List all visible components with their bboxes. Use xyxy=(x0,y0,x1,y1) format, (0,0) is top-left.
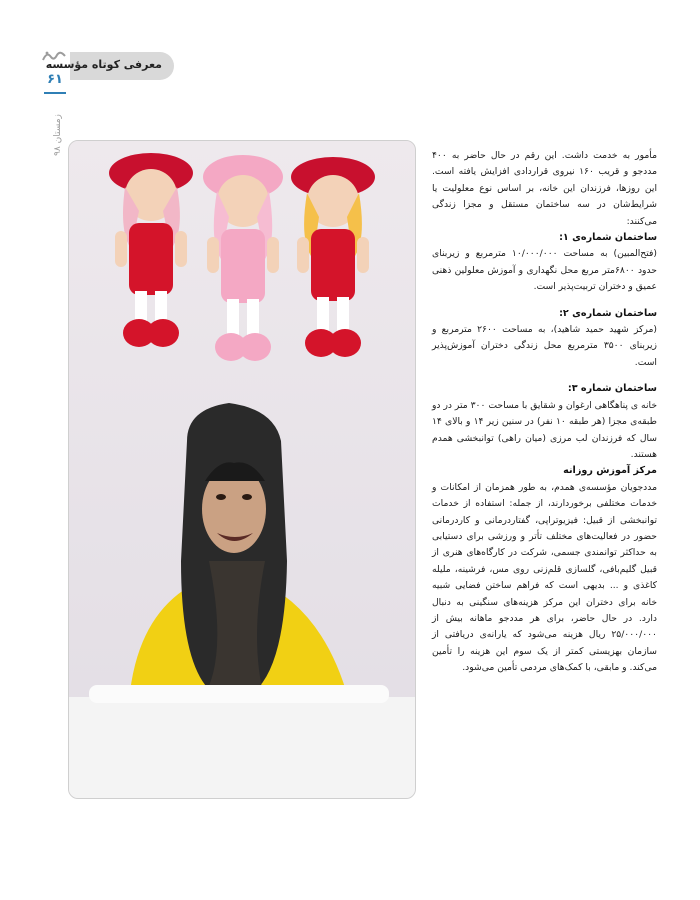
article-paragraph: (فتح‌المبین) به مساحت ۱۰/۰۰۰/۰۰۰ مترمربع و زیربنای حدود ۶۸۰۰متر مربع محل نگهداری و آموزش معلولین ذهنی عمیق و دختران تربیت‌پذیر است. xyxy=(432,248,657,293)
article-body xyxy=(432,148,657,677)
page-number: ۶۱ xyxy=(47,72,63,87)
article-paragraph: (مرکز شهید حمید شاهید)، به مساحت ۲۶۰۰ مترمربع و زیربنای ۳۵۰۰ مترمربع محل زندگی دختران آموزش‌پذیر است. xyxy=(432,324,657,368)
photo-girl-with-dolls-icon xyxy=(69,141,415,798)
building-2-heading: ساختمان شماره‌ی ۲: xyxy=(559,307,657,319)
section-title: معرفی کوتاه مؤسسه xyxy=(45,58,162,71)
hamdam-logo-icon xyxy=(41,48,67,62)
article-paragraph: خانه ی پناهگاهی ارغوان و شقایق با مساحت ۳۰۰ متر در دو طبقه‌ی مجزا (هر طبقه ۱۰ نفر) در سنین زیر ۱۴ و بالای ۱۴ سال که فرزندان لب مرزی (میان راهی) توانبخشی همدم هستند. xyxy=(432,399,657,460)
article-paragraph: مددجویان مؤسسه‌ی همدم، به طور همزمان از امکانات و خدمات مختلفی برخوردارند، از جمله: استفاده از خدمات توانبخشی از قبیل: فیزیوتراپی، گفتاردرمانی و کاردرمانی حضور در فعالیت‌های مختلف تأتر و ورزشی برای دستیابی به حداکثر توانمندی جسمی، شرکت در کارگاه‌های هنری از قبیل گلیم‌بافی، گلسازی قلم‌زنی روی مس، فرشینه، ملیله کاغذی و ... بدیهی است که فراهم ساختن فضایی شبیه خانه برای دختران این مرکز هزینه‌های سنگینی به دنبال دارد. در حال حاضر، برای هر مددجو ماهانه بیش از ۲۵/۰۰۰/۰۰۰ ریال هزینه می‌شود که یارانه‌ی دریافتی از سازمان بهزیستی کمتر از یک سوم این هزینه را تأمین می‌کند. و مابقی، با کمک‌های مردمی تأمین می‌شود. xyxy=(432,481,657,674)
building-3-heading: ساختمان شماره ۳: xyxy=(567,383,657,395)
issue-date-label: زمستان ۹۸ xyxy=(53,114,63,156)
building-1-heading: ساختمان شماره‌ی ۱: xyxy=(559,232,657,244)
page-number-rule xyxy=(44,92,66,94)
day-center-heading: مرکز آموزش روزانه xyxy=(563,465,657,477)
article-photo xyxy=(68,140,416,799)
article-paragraph: مأمور به خدمت داشت. این رقم در حال حاضر به ۴۰۰ مددجو و قریب ۱۶۰ نیروی قراردادی افزایش یافته است. این روزها، فرزندان این خانه، بر اساس نوع معلولیت یا شرایط‌شان در سه ساختمان مستقل و مجزا زندگی می‌کنند: xyxy=(432,150,657,227)
